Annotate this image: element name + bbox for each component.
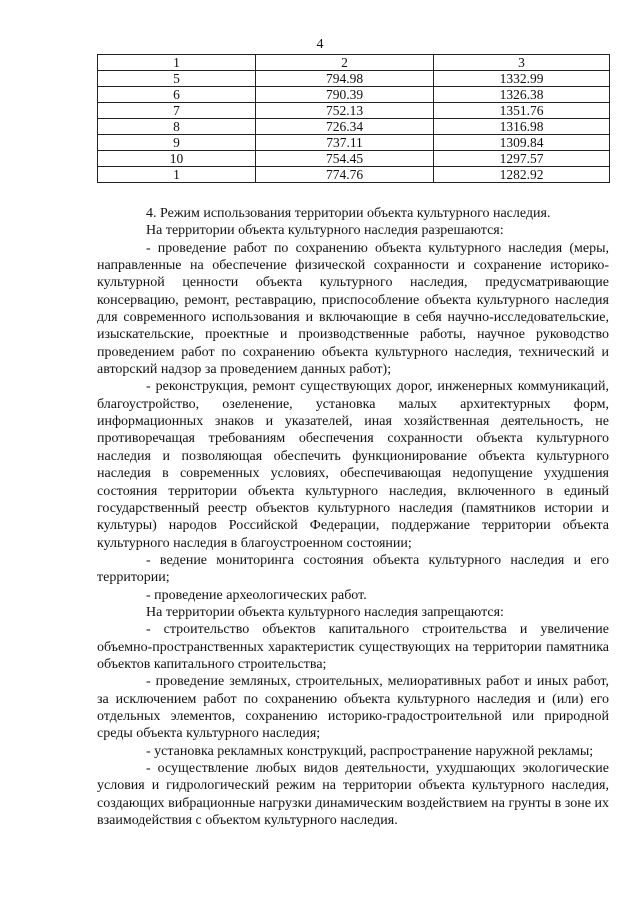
table-row (98, 103, 610, 119)
table-row (98, 167, 610, 183)
table-cell: 790.39 (256, 87, 434, 103)
table-cell: 6 (98, 87, 256, 103)
table-row (98, 135, 610, 151)
table-cell: 8 (98, 119, 256, 135)
table-row (98, 151, 610, 167)
list-item: - установка рекламных конструкций, распространение наружной рекламы; (146, 743, 594, 759)
table-cell: 1309.84 (434, 135, 610, 151)
table-cell: 10 (98, 151, 256, 167)
coordinates-table (97, 54, 610, 183)
table-cell: 1 (98, 55, 256, 71)
list-item: - проведение земляных, строительных, мелиоративных работ и иных работ, за исключением работ по сохранению объекта культурного наследия и (или) его отдельных элементов, сохранению историко-градостроительной или природной среды объекта культурного наследия; (97, 674, 609, 742)
table-cell: 5 (98, 71, 256, 87)
list-item: - проведение работ по сохранению объекта культурного наследия (меры, направленные на обеспечение физической сохранности и сохранение историко-культурной ценности объекта культурного наследия, предусматривающие консервацию, ремонт, реставрацию, приспособление объекта культурного наследия для современного использования и включающие в себя научно-исследовательские, изыскательские, проектные и производственные работы, научное руководство проведением работ по сохранению объекта культурного наследия, технический и авторский надзор за проведением данных работ); (97, 240, 609, 378)
table-cell: 1282.92 (434, 167, 610, 183)
table-row (98, 119, 610, 135)
table-cell: 9 (98, 135, 256, 151)
table-cell: 1297.57 (434, 151, 610, 167)
table-cell: 3 (434, 55, 610, 71)
table-cell: 1316.98 (434, 119, 610, 135)
list-item: - ведение мониторинга состояния объекта культурного наследия и его территории; (97, 552, 609, 586)
table-cell: 1326.38 (434, 87, 610, 103)
table-cell: 794.98 (256, 71, 434, 87)
list-item: - строительство объектов капитального строительства и увеличение объемно-пространственных характеристик существующих на территории памятника объектов капитального строительства; (97, 622, 609, 672)
permitted-intro: На территории объекта культурного наследия разрешаются: (146, 223, 504, 239)
table-cell: 7 (98, 103, 256, 119)
table-cell: 726.34 (256, 119, 434, 135)
table-cell: 1 (98, 167, 256, 183)
document-body (97, 205, 609, 829)
prohibited-intro: На территории объекта культурного наследия запрещаются: (146, 604, 504, 620)
table-cell: 1332.99 (434, 71, 610, 87)
section-heading: 4. Режим использования территории объекта культурного наследия. (146, 206, 551, 221)
table-header-row (98, 55, 610, 71)
list-item: - реконструкция, ремонт существующих дорог, инженерных коммуникаций, благоустройство, озеленение, установка малых архитектурных форм, информационных знаков и указателей, иная хозяйственная деятельность, не противоречащая требованиям обеспечения сохранности объекта культурного наследия и позволяющая обеспечить функционирование объекта культурного наследия в современных условиях, обеспечивающая недопущение ухудшения состояния территории объекта культурного наследия, включенного в единый государственный реестр объектов культурного наследия (памятников истории и культуры) народов Российской Федерации, поддержание территории объекта культурного наследия в благоустроенном состоянии; (97, 379, 609, 551)
table-row (98, 87, 610, 103)
table-cell: 752.13 (256, 103, 434, 119)
page-number: 4 (316, 37, 324, 52)
table-cell: 1351.76 (434, 103, 610, 119)
table-cell: 737.11 (256, 135, 434, 151)
table-cell: 2 (256, 55, 434, 71)
list-item: - проведение археологических работ. (146, 587, 367, 603)
table-cell: 754.45 (256, 151, 434, 167)
list-item: - осуществление любых видов деятельности, ухудшающих экологические условия и гидрологический режим на территории объекта культурного наследия, создающих вибрационные нагрузки динамическим воздействием на грунты в зоне их взаимодействия с объектом культурного наследия. (97, 761, 609, 829)
table-cell: 774.76 (256, 167, 434, 183)
table-row (98, 71, 610, 87)
